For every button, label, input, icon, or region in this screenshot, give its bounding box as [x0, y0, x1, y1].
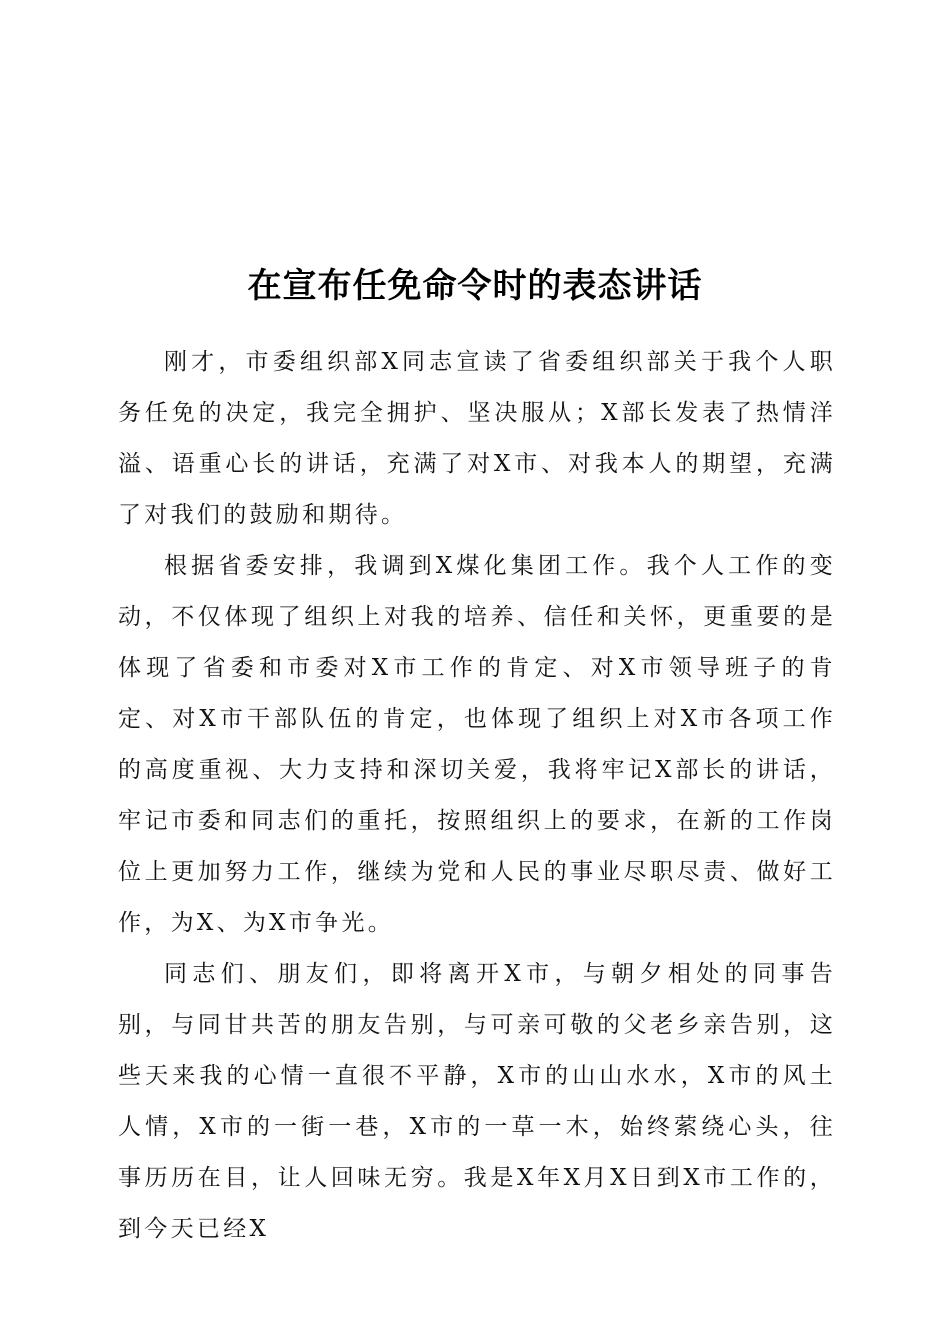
paragraph-3: 同志们、朋友们，即将离开X市，与朝夕相处的同事告别，与同甘共苦的朋友告别，与可亲可敬的父老乡亲告别，这些天来我的心情一直很不平静，X市的山山水水，X市的风土人情，X市的一街一巷，X市的一草一木，始终萦绕心头，往事历历在目，让人回味无穷。我是X年X月X日到X市工作的，到今天已经X [118, 961, 836, 1242]
document-body [118, 337, 836, 1255]
paragraph-2: 根据省委安排，我调到X煤化集团工作。我个人工作的变动，不仅体现了组织上对我的培养、信任和关怀，更重要的是体现了省委和市委对X市工作的肯定、对X市领导班子的肯定、对X市干部队伍的肯定，也体现了组织上对X市各项工作的高度重视、大力支持和深切关爱，我将牢记X部长的讲话，牢记市委和同志们的重托，按照组织上的要求，在新的工作岗位上更加努力工作，继续为党和人民的事业尽职尽责、做好工作，为X、为X市争光。 [118, 553, 836, 936]
paragraph-1: 刚才，市委组织部X同志宣读了省委组织部关于我个人职务任免的决定，我完全拥护、坚决服从；X部长发表了热情洋溢、语重心长的讲话，充满了对X市、对我本人的期望，充满了对我们的鼓励和期待。 [118, 349, 836, 528]
document-title: 在宣布任免命令时的表态讲话 [247, 266, 703, 306]
